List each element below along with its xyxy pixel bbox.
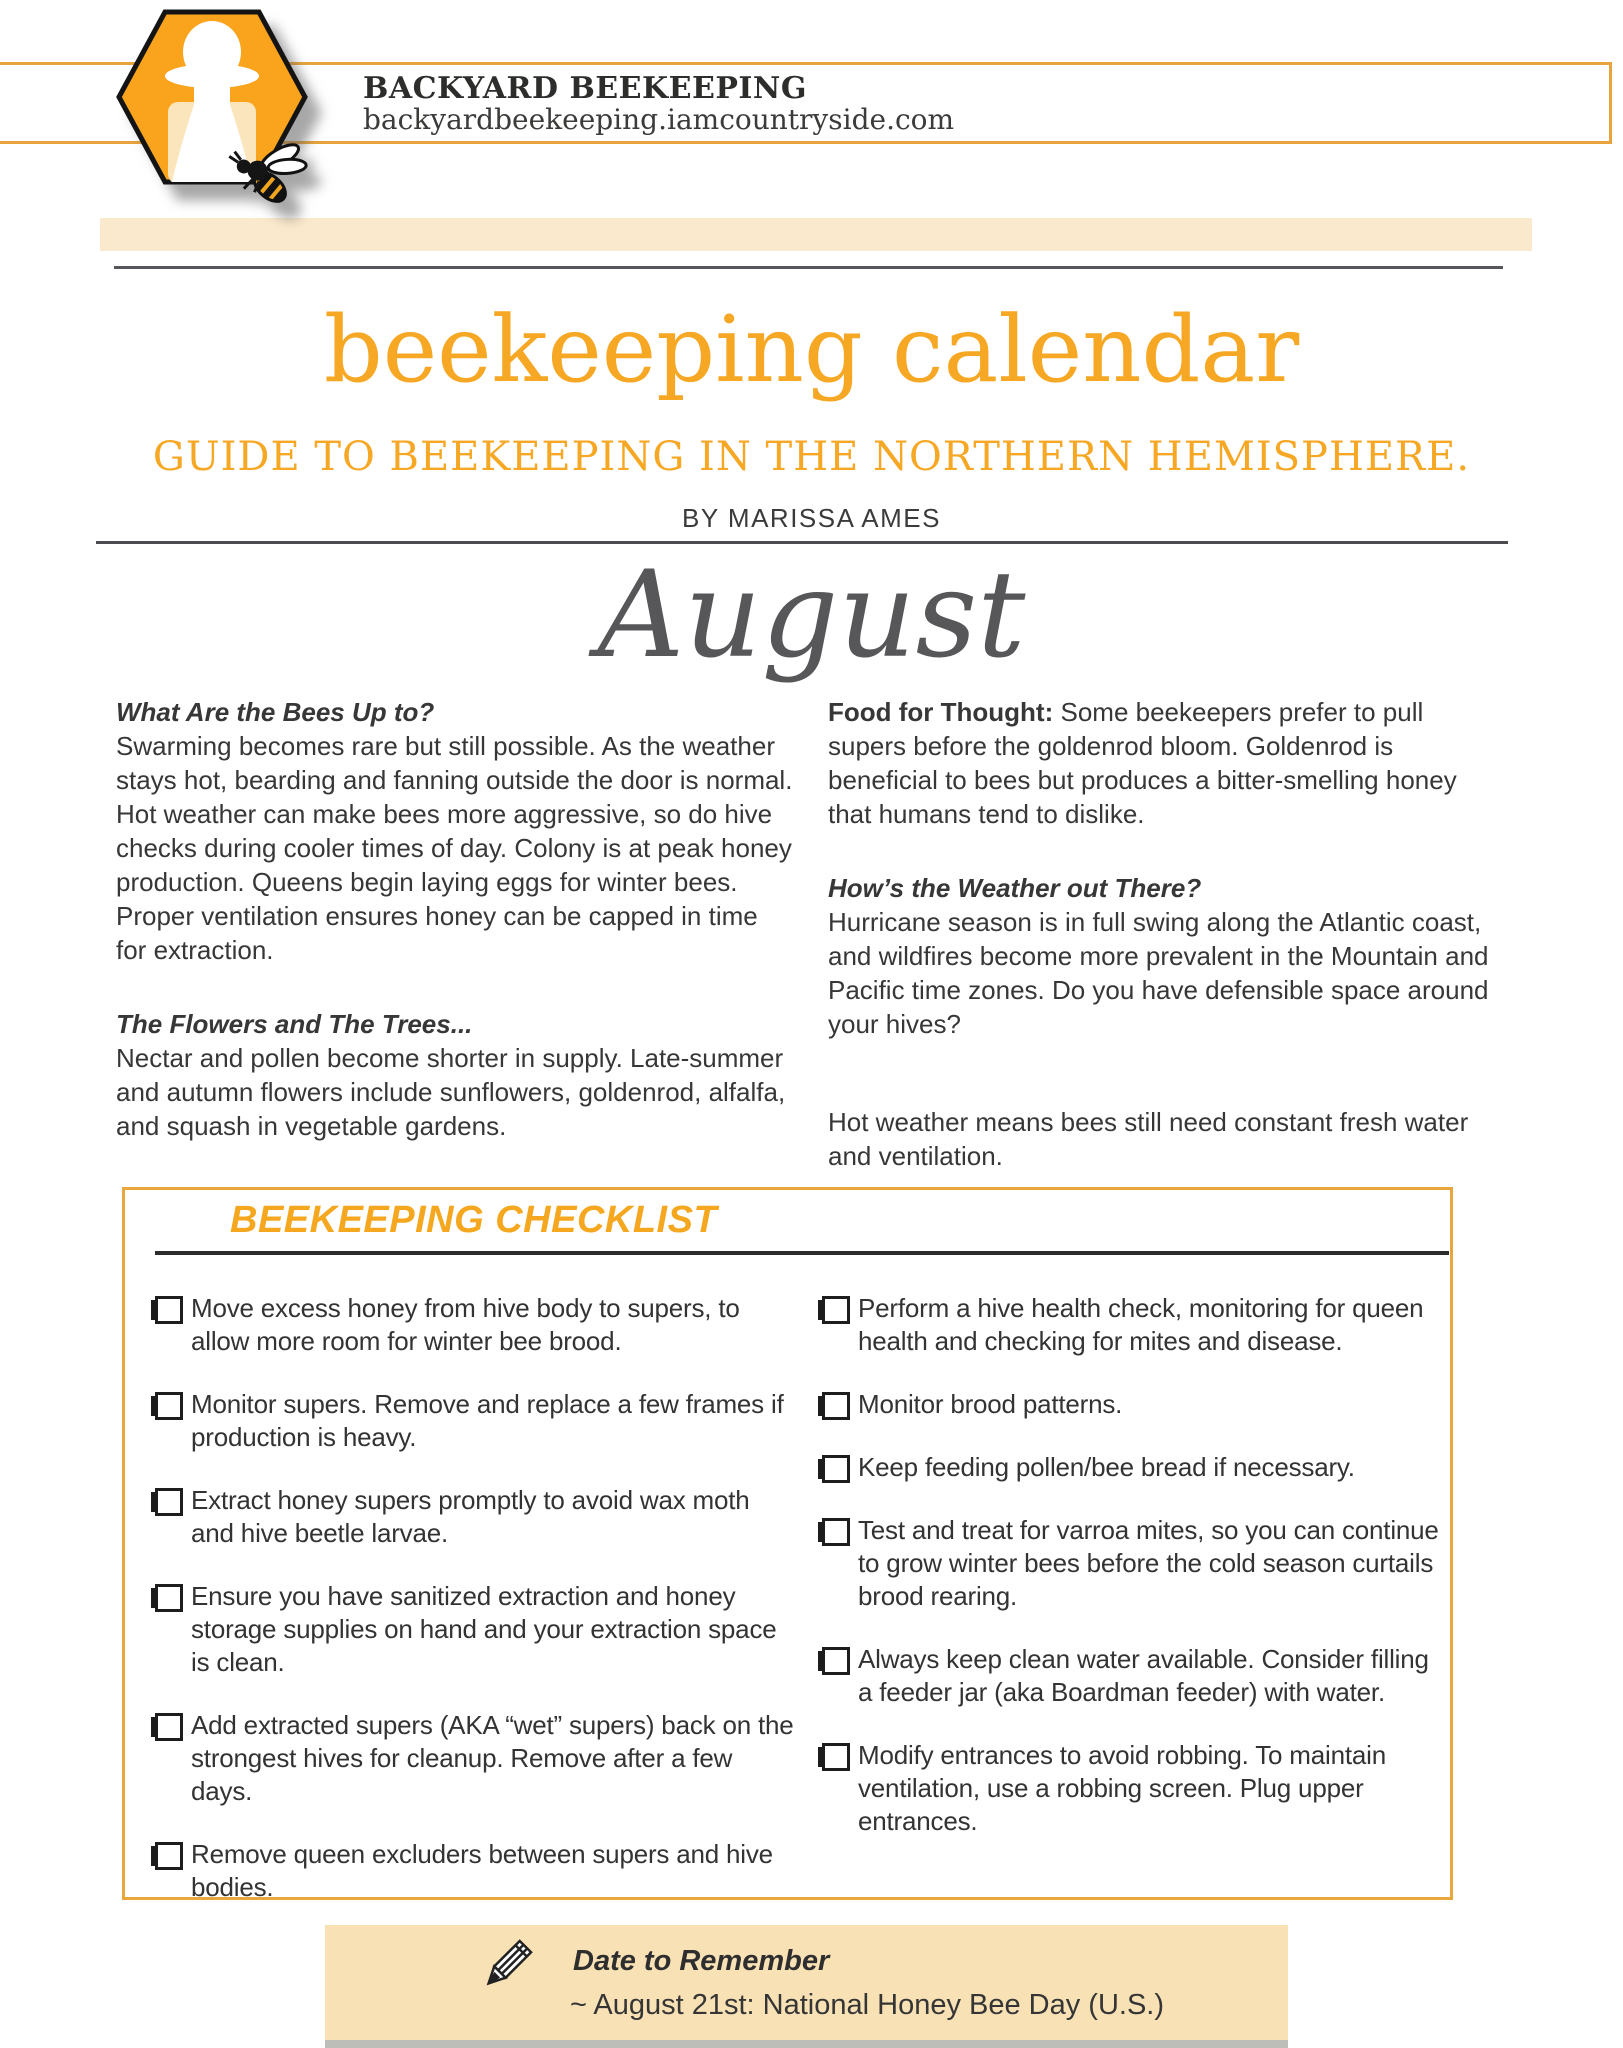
checkbox-icon (822, 1518, 846, 1542)
byline: BY MARISSA AMES (681, 503, 941, 533)
checkbox-icon (822, 1647, 846, 1671)
article-body (116, 695, 1492, 1173)
checklist-item-text: Extract honey supers promptly to avoid wax moth and hive beetle larvae. (191, 1485, 750, 1548)
checkbox-icon (822, 1296, 846, 1320)
checkbox-icon (822, 1392, 846, 1416)
checklist-item (155, 1838, 796, 1904)
checklist-item-text: Modify entrances to avoid robbing. To maintain ventilation, use a robbing screen. Plug upper entrances. (858, 1740, 1386, 1836)
checklist-item (155, 1484, 796, 1550)
mid-divider-line (96, 541, 1508, 544)
checklist-item-text: Keep feeding pollen/bee bread if necessary. (858, 1452, 1355, 1482)
brand-name: BACKYARD BEEKEEPING (363, 71, 807, 106)
date-reminder-box (325, 1925, 1288, 2048)
checklist-item (822, 1388, 1449, 1421)
checklist-item (155, 1388, 796, 1454)
checklist-column-right (822, 1292, 1449, 1934)
checklist-item-text: Remove queen excluders between supers and hive bodies. (191, 1839, 773, 1902)
checkbox-icon (155, 1713, 179, 1737)
section-heading: The Flowers and The Trees... (116, 1009, 473, 1039)
section-paragraph (828, 695, 1492, 831)
section-paragraph: Hot weather means bees still need constant fresh water and ventilation. (828, 1107, 1469, 1171)
paragraph-lead: Food for Thought: (828, 697, 1054, 727)
top-divider-line (114, 266, 1503, 269)
page-subtitle: GUIDE TO BEEKEEPING IN THE NORTHERN HEMISPHERE. (152, 434, 1471, 480)
checklist-item-text: Monitor supers. Remove and replace a few frames if production is heavy. (191, 1389, 784, 1452)
checklist-item-text: Add extracted supers (AKA “wet” supers) back on the strongest hives for cleanup. Remove after a few days. (191, 1710, 794, 1806)
checklist-item (822, 1643, 1449, 1709)
checkbox-icon (822, 1743, 846, 1767)
section-heading: What Are the Bees Up to? (116, 697, 435, 727)
date-reminder-text: ~ August 21st: National Honey Bee Day (U.S.) (570, 1989, 1165, 2021)
checklist-item-text: Always keep clean water available. Consider filling a feeder jar (aka Boardman feeder) with water. (858, 1644, 1429, 1707)
checklist-item (155, 1292, 796, 1358)
section-heading: How’s the Weather out There? (828, 873, 1202, 903)
checklist-item-text: Test and treat for varroa mites, so you can continue to grow winter bees before the cold season curtails brood rearing. (858, 1515, 1439, 1611)
section-paragraph: Swarming becomes rare but still possible. As the weather stays hot, bearding and fanning outside the door is normal. Hot weather can make bees more aggressive, so do hive checks during cooler times of day. Colony is at peak honey production. Queens begin laying eggs for winter bees. Proper ventilation ensures honey can be capped in time for extraction. (116, 731, 793, 965)
checkbox-icon (155, 1488, 179, 1512)
checklist-item-text: Monitor brood patterns. (858, 1389, 1123, 1419)
checkbox-icon (155, 1842, 179, 1866)
section-paragraph: Hurricane season is in full swing along the Atlantic coast, and wildfires become more prevalent in the Mountain and Pacific time zones. Do you have defensible space around your hives? (828, 907, 1489, 1039)
page-edge-strip (325, 2040, 1288, 2048)
paragraph-text: Some beekeepers prefer to pull supers before the goldenrod bloom. Goldenrod is beneficial to bees but produces a bitter-smelling honey that humans tend to dislike. (828, 697, 1457, 829)
checkbox-icon (155, 1584, 179, 1608)
pencil-icon (477, 1937, 537, 2001)
checklist-item-text: Ensure you have sanitized extraction and honey storage supplies on hand and your extraction space is clean. (191, 1581, 777, 1677)
checkbox-icon (155, 1296, 179, 1320)
checklist-item-text: Move excess honey from hive body to supers, to allow more room for winter bee brood. (191, 1293, 740, 1356)
date-reminder-label: Date to Remember (573, 1945, 830, 1977)
checklist-item (822, 1451, 1449, 1484)
brand-url: backyardbeekeeping.iamcountryside.com (363, 103, 955, 136)
checklist-item (822, 1292, 1449, 1358)
page-title: beekeeping calendar (323, 296, 1300, 403)
beekeeping-checklist-box (122, 1187, 1453, 1900)
checklist-item-text: Perform a hive health check, monitoring for queen health and checking for mites and disease. (858, 1293, 1424, 1356)
checklist-item (155, 1709, 796, 1808)
checklist-item (155, 1580, 796, 1679)
checklist-title: BEEKEEPING CHECKLIST (230, 1199, 718, 1241)
checklist-columns (155, 1292, 1449, 1934)
checklist-column-left (155, 1292, 796, 1934)
checkbox-icon (822, 1455, 846, 1479)
checklist-divider-line (155, 1251, 1449, 1255)
checklist-item (822, 1514, 1449, 1613)
backyard-beekeeping-logo (108, 4, 378, 264)
month-heading: August (597, 546, 1026, 685)
article-column-right (828, 695, 1492, 1173)
section-paragraph: Nectar and pollen become shorter in supply. Late-summer and autumn flowers include sunflowers, goldenrod, alfalfa, and squash in vegetable gardens. (116, 1043, 786, 1141)
checklist-item (822, 1739, 1449, 1838)
article-column-left (116, 695, 795, 1173)
checkbox-icon (155, 1392, 179, 1416)
